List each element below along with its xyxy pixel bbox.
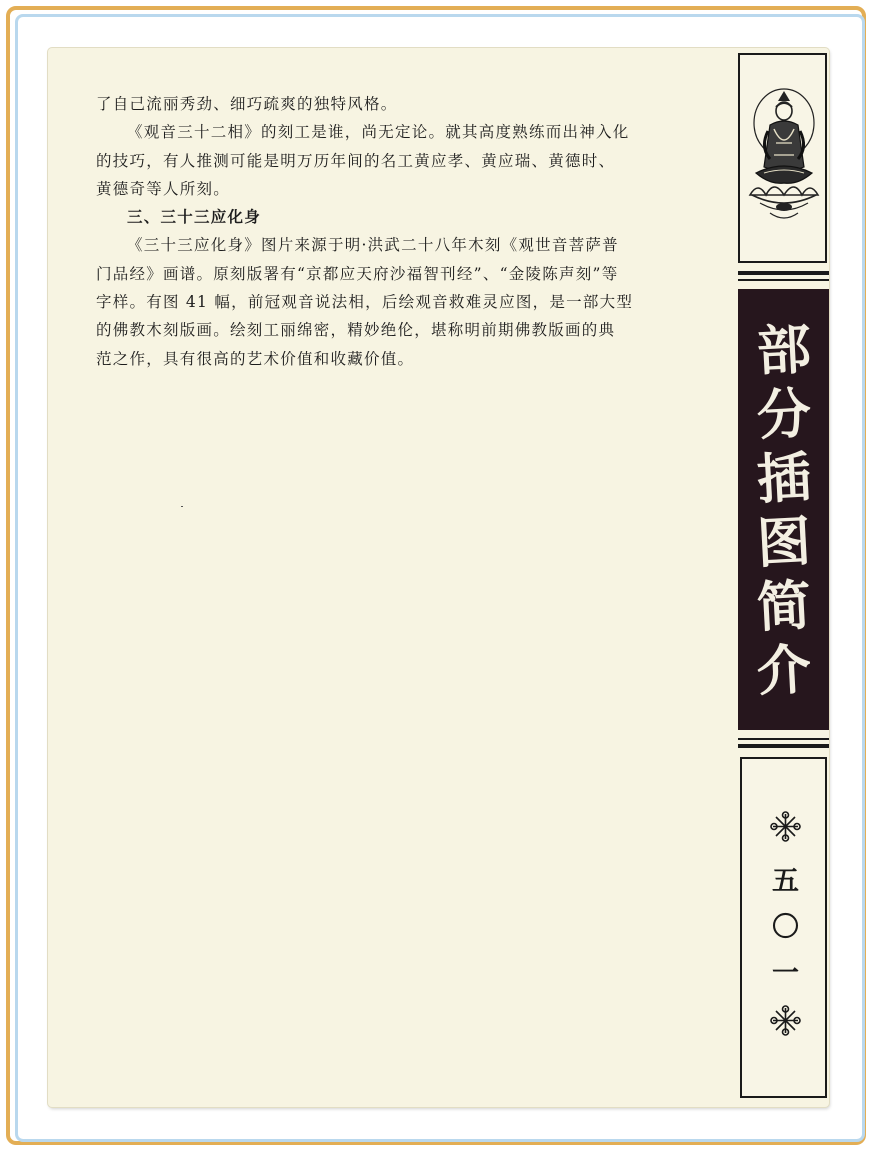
text-line: 《观音三十二相》的刻工是谁，尚无定论。就其高度熟练而出神入化 [127, 123, 630, 142]
rule [738, 279, 829, 281]
section-heading: 三、三十三应化身 [127, 208, 262, 227]
figure-panel [738, 53, 827, 263]
page-number-char: 一 [772, 958, 799, 989]
margin-column [738, 53, 829, 1102]
flower-ornament-icon [770, 1005, 801, 1036]
title-char: 分 [754, 380, 813, 447]
title-char: 图 [754, 508, 813, 575]
text-line: 范之作，具有很高的艺术价值和收藏价值。 [96, 349, 415, 368]
title-char: 简 [754, 572, 813, 639]
book-page [48, 48, 829, 1107]
section-title-band [738, 289, 829, 730]
paragraph-2 [96, 118, 711, 203]
text-line: 了自己流丽秀劲、细巧疏爽的独特风格。 [96, 95, 398, 113]
text-line: 的佛教木刻版画。绘刻工丽绵密，精妙绝伦，堪称明前期佛教版画的典 [96, 321, 616, 340]
page-number-char: 五 [772, 866, 799, 897]
rule [738, 738, 829, 740]
page-number-panel [740, 757, 827, 1098]
title-char: 插 [754, 444, 813, 511]
page-number-char: 〇 [772, 912, 799, 943]
seated-guanyin-icon [740, 55, 825, 261]
text-line: 《三十三应化身》图片来源于明·洪武二十八年木刻《观世音菩萨普 [127, 236, 619, 255]
paragraph-1 [96, 90, 711, 118]
flower-ornament-icon [770, 811, 801, 842]
rule [738, 271, 829, 275]
paragraph-3 [96, 231, 711, 372]
rule [738, 744, 829, 748]
text-line: 黄德奇等人所刻。 [96, 179, 231, 198]
text-line: 字样。有图 41 幅，前冠观音说法相，后绘观音救难灵应图，是一部大型 [96, 293, 634, 312]
section-title [738, 289, 829, 730]
page-number [742, 859, 829, 997]
paper-speck [181, 506, 183, 507]
title-char: 介 [754, 636, 813, 703]
text-line: 的技巧，有人推测可能是明万历年间的名工黄应孝、黄应瑞、黄德时、 [96, 151, 616, 170]
body-text [96, 90, 711, 373]
text-line: 门品经》画谱。原刻版署有“京都应天府沙福智刊经”、“金陵陈声刻”等 [96, 264, 619, 283]
title-char: 部 [754, 316, 813, 383]
